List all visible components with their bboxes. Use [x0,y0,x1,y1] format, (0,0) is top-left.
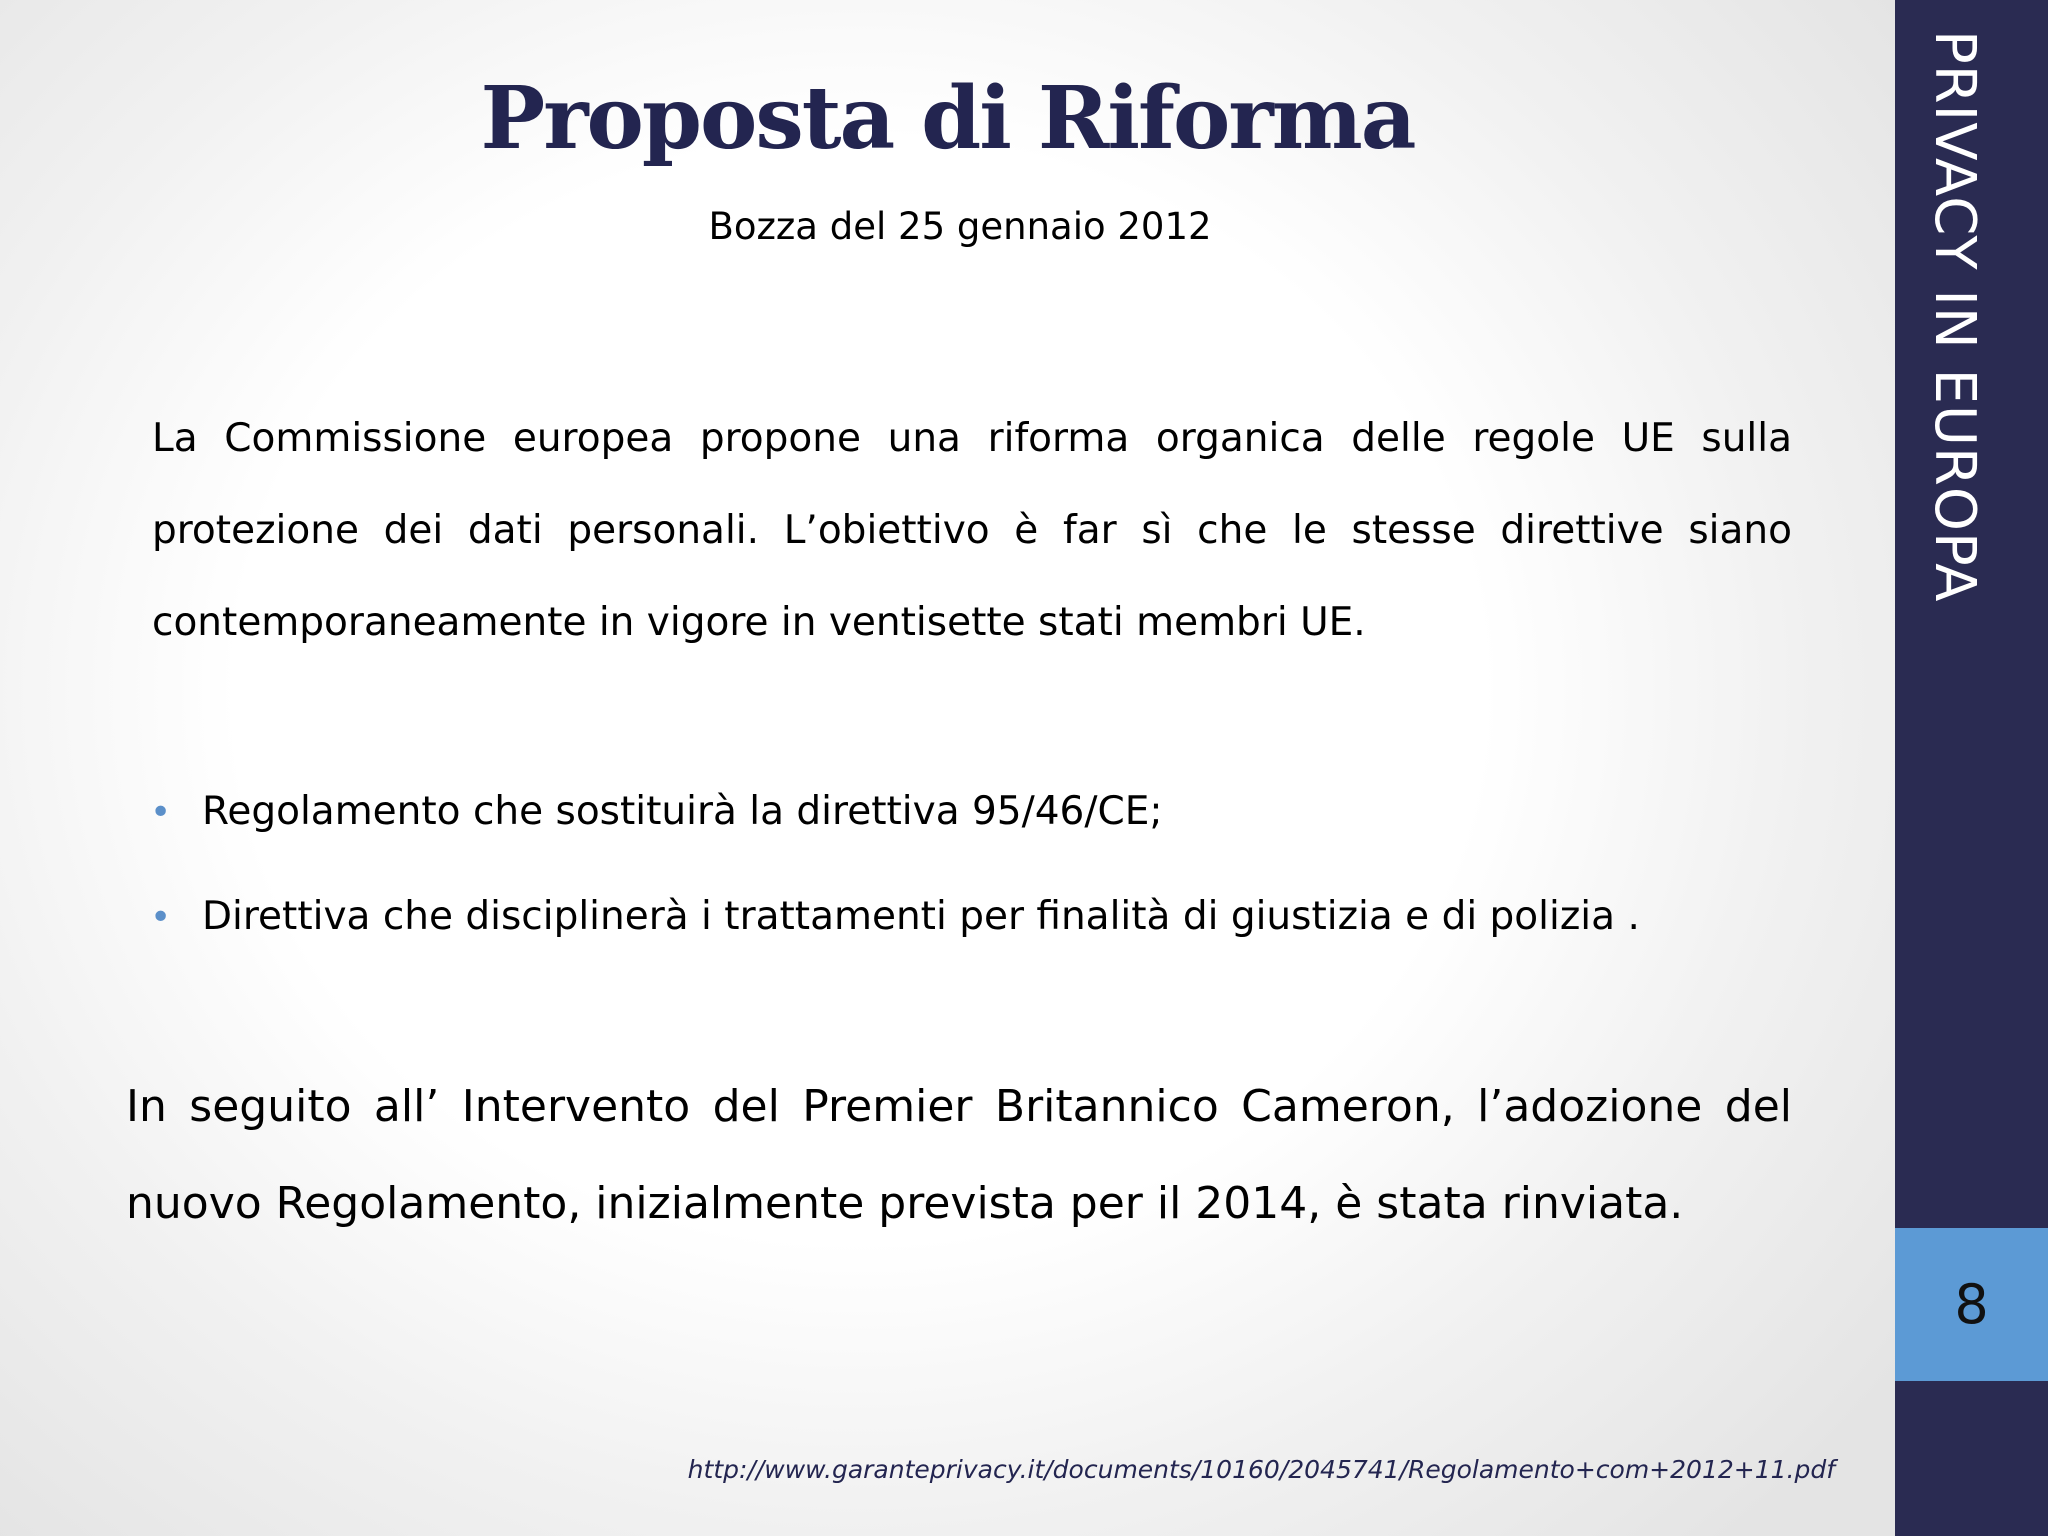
page-number: 8 [1895,1228,2048,1381]
slide-subtitle: Bozza del 25 gennaio 2012 [708,205,1212,248]
outro-paragraph: In seguito all’ Intervento del Premier Britannico Cameron, l’adozione del nuovo Regolamento, inizialmente prevista per il 2014, è stata rinviata. [126,1081,1792,1229]
bullet-dot-icon: • [150,792,172,833]
source-link[interactable]: http://www.garanteprivacy.it/documents/10160/2045741/Regolamento+com+2012+11.pdf [687,1455,1835,1484]
bullet-text: Direttiva che disciplinerà i trattamenti per finalità di giustizia e di polizia . [202,894,1640,939]
bullet-item [150,887,1810,948]
bullet-dot-icon: • [150,897,172,938]
section-title-text: PRIVACY IN EUROPA [1922,30,1987,603]
sidebar [1895,0,2048,1536]
intro-paragraph: La Commissione europea propone una riforma organica delle regole UE sulla protezione dei dati personali. L’obiettivo è far sì che le stesse direttive siano contemporaneamente in vigore in ventisette stati membri UE. [152,416,1792,645]
section-title [1895,30,2048,730]
slide-title: Proposta di Riforma [480,68,1415,169]
bullet-list [150,782,1810,992]
bullet-item [150,782,1810,843]
bullet-text: Regolamento che sostituirà la direttiva 95/46/CE; [202,789,1163,834]
